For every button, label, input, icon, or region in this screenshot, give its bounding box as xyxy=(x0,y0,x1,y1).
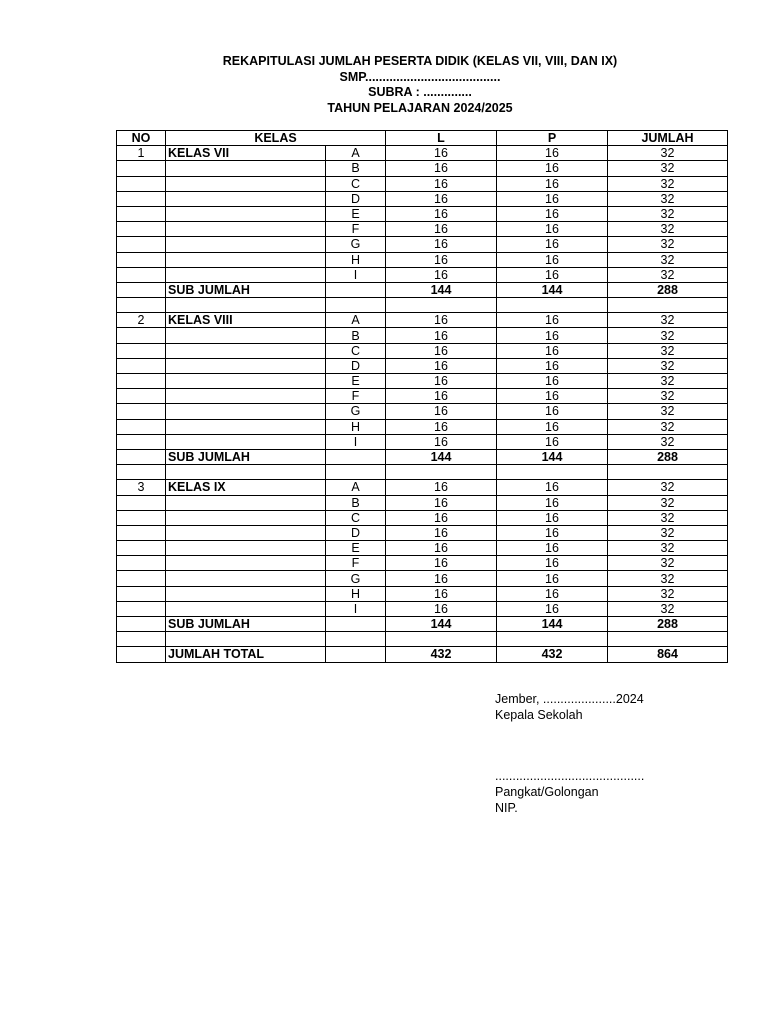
table-row xyxy=(117,480,728,495)
row-no xyxy=(117,495,166,510)
subtotal-rombel xyxy=(326,617,386,632)
row-rombel: G xyxy=(326,571,386,586)
row-jumlah: 32 xyxy=(608,237,728,252)
empty-cell xyxy=(386,465,497,480)
signer-rank: Pangkat/Golongan xyxy=(495,785,599,799)
table-row xyxy=(117,495,728,510)
row-rombel: C xyxy=(326,343,386,358)
row-jumlah: 32 xyxy=(608,176,728,191)
table-row xyxy=(117,161,728,176)
empty-cell xyxy=(608,465,728,480)
row-l: 16 xyxy=(386,343,497,358)
empty-cell xyxy=(326,465,386,480)
row-no xyxy=(117,404,166,419)
table-row xyxy=(117,206,728,221)
subtotal-l: 144 xyxy=(386,449,497,464)
row-l: 16 xyxy=(386,510,497,525)
row-l: 16 xyxy=(386,146,497,161)
subtotal-rombel xyxy=(326,449,386,464)
row-l: 16 xyxy=(386,601,497,616)
row-no xyxy=(117,601,166,616)
empty-cell xyxy=(117,298,166,313)
row-jumlah: 32 xyxy=(608,480,728,495)
row-jumlah: 32 xyxy=(608,586,728,601)
row-no xyxy=(117,419,166,434)
row-no xyxy=(117,434,166,449)
row-kelas xyxy=(166,434,326,449)
row-l: 16 xyxy=(386,191,497,206)
row-rombel: E xyxy=(326,374,386,389)
row-jumlah: 32 xyxy=(608,313,728,328)
row-kelas xyxy=(166,237,326,252)
row-jumlah: 32 xyxy=(608,146,728,161)
document-title: REKAPITULASI JUMLAH PESERTA DIDIK (KELAS VII, VIII, DAN IX) xyxy=(222,54,618,68)
row-no xyxy=(117,237,166,252)
row-jumlah: 32 xyxy=(608,358,728,373)
row-rombel: D xyxy=(326,525,386,540)
empty-cell xyxy=(166,632,326,647)
row-p: 16 xyxy=(497,206,608,221)
signer-nip: NIP. xyxy=(495,801,518,815)
row-kelas xyxy=(166,176,326,191)
row-kelas: KELAS VIII xyxy=(166,313,326,328)
table-row xyxy=(117,191,728,206)
row-p: 16 xyxy=(497,146,608,161)
total-p: 432 xyxy=(497,647,608,662)
header-jumlah: JUMLAH xyxy=(608,131,728,146)
table-row xyxy=(117,222,728,237)
subtotal-label: SUB JUMLAH xyxy=(166,617,326,632)
row-jumlah: 32 xyxy=(608,419,728,434)
total-jumlah: 864 xyxy=(608,647,728,662)
row-kelas xyxy=(166,510,326,525)
table-row xyxy=(117,389,728,404)
row-rombel: B xyxy=(326,328,386,343)
table-row xyxy=(117,267,728,282)
row-p: 16 xyxy=(497,252,608,267)
row-rombel: C xyxy=(326,510,386,525)
row-p: 16 xyxy=(497,571,608,586)
spacer-row xyxy=(117,465,728,480)
academic-year: TAHUN PELAJARAN 2024/2025 xyxy=(327,100,513,115)
row-kelas xyxy=(166,495,326,510)
row-p: 16 xyxy=(497,389,608,404)
table-row xyxy=(117,328,728,343)
empty-cell xyxy=(386,298,497,313)
row-rombel: H xyxy=(326,419,386,434)
empty-cell xyxy=(497,465,608,480)
row-rombel: I xyxy=(326,601,386,616)
row-rombel: D xyxy=(326,191,386,206)
empty-cell xyxy=(386,632,497,647)
row-kelas xyxy=(166,267,326,282)
table-header-row xyxy=(117,131,728,146)
row-l: 16 xyxy=(386,267,497,282)
row-rombel: I xyxy=(326,434,386,449)
empty-cell xyxy=(166,298,326,313)
row-rombel: G xyxy=(326,237,386,252)
table-row xyxy=(117,601,728,616)
row-p: 16 xyxy=(497,374,608,389)
row-kelas xyxy=(166,419,326,434)
row-no xyxy=(117,571,166,586)
table-row xyxy=(117,571,728,586)
row-kelas xyxy=(166,601,326,616)
empty-cell xyxy=(117,465,166,480)
table-body xyxy=(117,146,728,662)
row-l: 16 xyxy=(386,404,497,419)
header-kelas: KELAS xyxy=(166,131,386,146)
empty-cell xyxy=(497,632,608,647)
table-row xyxy=(117,343,728,358)
row-no xyxy=(117,510,166,525)
table-row xyxy=(117,541,728,556)
row-jumlah: 32 xyxy=(608,404,728,419)
subtotal-no xyxy=(117,282,166,297)
row-p: 16 xyxy=(497,419,608,434)
row-jumlah: 32 xyxy=(608,556,728,571)
signature-block xyxy=(495,691,644,816)
empty-cell xyxy=(326,298,386,313)
subtotal-rombel xyxy=(326,282,386,297)
row-no xyxy=(117,161,166,176)
row-rombel: D xyxy=(326,358,386,373)
row-p: 16 xyxy=(497,434,608,449)
row-kelas: KELAS VII xyxy=(166,146,326,161)
row-l: 16 xyxy=(386,206,497,221)
row-rombel: A xyxy=(326,146,386,161)
table-row xyxy=(117,404,728,419)
row-p: 16 xyxy=(497,222,608,237)
row-l: 16 xyxy=(386,222,497,237)
subra-line: SUBRA : .............. xyxy=(368,85,472,99)
row-no xyxy=(117,328,166,343)
row-l: 16 xyxy=(386,525,497,540)
signature-space xyxy=(495,723,644,768)
row-no xyxy=(117,374,166,389)
row-no xyxy=(117,222,166,237)
row-jumlah: 32 xyxy=(608,434,728,449)
row-kelas xyxy=(166,252,326,267)
row-p: 16 xyxy=(497,601,608,616)
row-p: 16 xyxy=(497,404,608,419)
row-p: 16 xyxy=(497,343,608,358)
row-l: 16 xyxy=(386,176,497,191)
table-row xyxy=(117,237,728,252)
row-rombel: B xyxy=(326,161,386,176)
row-no: 1 xyxy=(117,146,166,161)
row-jumlah: 32 xyxy=(608,374,728,389)
subtotal-jumlah: 288 xyxy=(608,617,728,632)
row-p: 16 xyxy=(497,328,608,343)
subtotal-jumlah: 288 xyxy=(608,282,728,297)
row-kelas xyxy=(166,343,326,358)
table-row xyxy=(117,510,728,525)
subtotal-p: 144 xyxy=(497,617,608,632)
subtotal-no xyxy=(117,449,166,464)
row-l: 16 xyxy=(386,586,497,601)
table-row xyxy=(117,146,728,161)
row-jumlah: 32 xyxy=(608,571,728,586)
row-l: 16 xyxy=(386,252,497,267)
row-jumlah: 32 xyxy=(608,525,728,540)
total-label: JUMLAH TOTAL xyxy=(166,647,326,662)
subtotal-row xyxy=(117,617,728,632)
row-p: 16 xyxy=(497,586,608,601)
row-jumlah: 32 xyxy=(608,389,728,404)
table-row xyxy=(117,252,728,267)
header-p: P xyxy=(497,131,608,146)
row-l: 16 xyxy=(386,541,497,556)
row-l: 16 xyxy=(386,495,497,510)
table-row xyxy=(117,434,728,449)
row-jumlah: 32 xyxy=(608,601,728,616)
row-l: 16 xyxy=(386,313,497,328)
row-l: 16 xyxy=(386,374,497,389)
row-l: 16 xyxy=(386,556,497,571)
empty-cell xyxy=(497,298,608,313)
row-jumlah: 32 xyxy=(608,510,728,525)
subtotal-label: SUB JUMLAH xyxy=(166,449,326,464)
empty-cell xyxy=(326,632,386,647)
place-date: Jember, .....................2024 xyxy=(495,692,644,706)
row-rombel: C xyxy=(326,176,386,191)
row-kelas xyxy=(166,556,326,571)
row-l: 16 xyxy=(386,237,497,252)
row-jumlah: 32 xyxy=(608,222,728,237)
row-jumlah: 32 xyxy=(608,541,728,556)
row-rombel: A xyxy=(326,480,386,495)
row-p: 16 xyxy=(497,556,608,571)
row-kelas xyxy=(166,389,326,404)
row-jumlah: 32 xyxy=(608,267,728,282)
header-no: NO xyxy=(117,131,166,146)
total-row xyxy=(117,647,728,662)
row-jumlah: 32 xyxy=(608,343,728,358)
row-p: 16 xyxy=(497,480,608,495)
row-no xyxy=(117,541,166,556)
row-no xyxy=(117,586,166,601)
row-p: 16 xyxy=(497,495,608,510)
row-p: 16 xyxy=(497,510,608,525)
empty-cell xyxy=(608,298,728,313)
header-l: L xyxy=(386,131,497,146)
table-row xyxy=(117,556,728,571)
row-kelas: KELAS IX xyxy=(166,480,326,495)
row-rombel: E xyxy=(326,541,386,556)
row-l: 16 xyxy=(386,571,497,586)
row-p: 16 xyxy=(497,541,608,556)
row-rombel: F xyxy=(326,556,386,571)
row-rombel: G xyxy=(326,404,386,419)
subtotal-label: SUB JUMLAH xyxy=(166,282,326,297)
row-p: 16 xyxy=(497,267,608,282)
subtotal-l: 144 xyxy=(386,617,497,632)
row-kelas xyxy=(166,541,326,556)
row-kelas xyxy=(166,586,326,601)
row-p: 16 xyxy=(497,525,608,540)
school-name: SMP....................................... xyxy=(339,69,501,84)
table-row xyxy=(117,313,728,328)
subtotal-row xyxy=(117,282,728,297)
row-p: 16 xyxy=(497,176,608,191)
row-jumlah: 32 xyxy=(608,191,728,206)
row-l: 16 xyxy=(386,328,497,343)
row-no: 2 xyxy=(117,313,166,328)
row-no xyxy=(117,267,166,282)
row-no xyxy=(117,191,166,206)
document-header xyxy=(0,54,768,116)
row-no xyxy=(117,389,166,404)
row-no xyxy=(117,556,166,571)
row-rombel: H xyxy=(326,586,386,601)
total-no xyxy=(117,647,166,662)
row-kelas xyxy=(166,571,326,586)
empty-cell xyxy=(608,632,728,647)
row-no: 3 xyxy=(117,480,166,495)
row-l: 16 xyxy=(386,389,497,404)
row-rombel: H xyxy=(326,252,386,267)
table-row xyxy=(117,525,728,540)
row-p: 16 xyxy=(497,313,608,328)
empty-cell xyxy=(117,632,166,647)
signer-title: Kepala Sekolah xyxy=(495,708,583,722)
row-kelas xyxy=(166,161,326,176)
row-jumlah: 32 xyxy=(608,495,728,510)
table-row xyxy=(117,374,728,389)
row-kelas xyxy=(166,525,326,540)
empty-cell xyxy=(166,465,326,480)
table-row xyxy=(117,419,728,434)
row-l: 16 xyxy=(386,161,497,176)
row-p: 16 xyxy=(497,161,608,176)
row-no xyxy=(117,343,166,358)
row-jumlah: 32 xyxy=(608,206,728,221)
row-rombel: I xyxy=(326,267,386,282)
row-kelas xyxy=(166,328,326,343)
row-rombel: F xyxy=(326,222,386,237)
row-kelas xyxy=(166,206,326,221)
row-no xyxy=(117,176,166,191)
spacer-row xyxy=(117,632,728,647)
row-rombel: F xyxy=(326,389,386,404)
row-rombel: B xyxy=(326,495,386,510)
subtotal-no xyxy=(117,617,166,632)
row-l: 16 xyxy=(386,419,497,434)
subtotal-row xyxy=(117,449,728,464)
row-kelas xyxy=(166,374,326,389)
row-kelas xyxy=(166,191,326,206)
recap-table xyxy=(116,130,728,663)
row-p: 16 xyxy=(497,358,608,373)
table-row xyxy=(117,358,728,373)
subtotal-l: 144 xyxy=(386,282,497,297)
row-no xyxy=(117,525,166,540)
row-l: 16 xyxy=(386,480,497,495)
row-no xyxy=(117,358,166,373)
row-p: 16 xyxy=(497,191,608,206)
row-no xyxy=(117,252,166,267)
row-kelas xyxy=(166,404,326,419)
row-l: 16 xyxy=(386,358,497,373)
row-rombel: A xyxy=(326,313,386,328)
subtotal-p: 144 xyxy=(497,282,608,297)
row-l: 16 xyxy=(386,434,497,449)
row-kelas xyxy=(166,222,326,237)
table-row xyxy=(117,176,728,191)
row-no xyxy=(117,206,166,221)
subtotal-jumlah: 288 xyxy=(608,449,728,464)
row-p: 16 xyxy=(497,237,608,252)
total-l: 432 xyxy=(386,647,497,662)
signer-name-line: ........................................... xyxy=(495,769,645,783)
table-row xyxy=(117,586,728,601)
row-jumlah: 32 xyxy=(608,252,728,267)
subtotal-p: 144 xyxy=(497,449,608,464)
row-jumlah: 32 xyxy=(608,328,728,343)
row-kelas xyxy=(166,358,326,373)
row-jumlah: 32 xyxy=(608,161,728,176)
total-rombel xyxy=(326,647,386,662)
spacer-row xyxy=(117,298,728,313)
row-rombel: E xyxy=(326,206,386,221)
